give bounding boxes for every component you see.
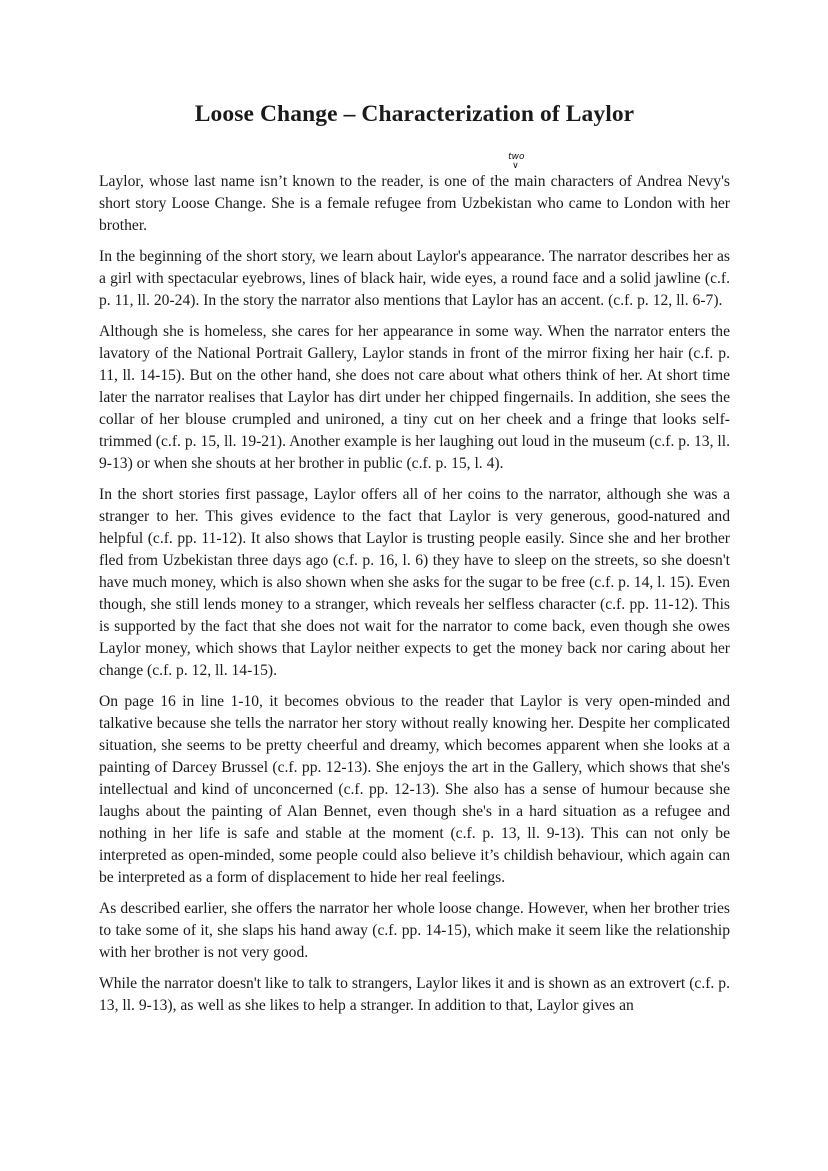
paragraph-6: As described earlier, she offers the narrator her whole loose change. However, when her brother tries to take some of it, she slaps his hand away (c.f. pp. 14-15), which make it seem like the relationship with her brother is not very good. bbox=[99, 900, 730, 961]
paragraph-5: On page 16 in line 1-10, it becomes obvious to the reader that Laylor is very open-minded and talkative because she tells the narrator her story without really knowing her. Despite her complicated situation, she seems to be pretty cheerful and dreamy, which becomes apparent when she looks at a painting of Darcey Brussel (c.f. pp. 12-13). She enjoys the art in the Gallery, which shows that she's intellectual and kind of unconcerned (c.f. pp. 12-13). She also has a sense of humour because she laughs about the painting of Alan Bennet, even though she's in a hard situation as a refugee and nothing in her life is safe and stable at the moment (c.f. p. 13, ll. 9-13). This can not only be interpreted as open-minded, some people could also believe it’s childish behaviour, which again can be interpreted as a form of displacement to hide her real feelings. bbox=[99, 693, 730, 886]
paragraph-1 bbox=[99, 152, 730, 237]
marked-word: the bbox=[490, 173, 510, 190]
paragraph-7: While the narrator doesn't like to talk to strangers, Laylor likes it and is shown as an extrovert (c.f. p. 13, ll. 9-13), as well as she likes to help a stranger. In addition to that, Laylor gives an bbox=[99, 975, 730, 1014]
document-title: Loose Change – Characterization of Laylor bbox=[194, 101, 635, 127]
handwritten-annotation: two bbox=[508, 152, 525, 162]
paragraph-3: Although she is homeless, she cares for her appearance in some way. When the narrator enters the lavatory of the National Portrait Gallery, Laylor stands in front of the mirror fixing her hair (c.f. p. 11, ll. 14-15). But on the other hand, she does not care about what others think of her. At short time later the narrator realises that Laylor has dirt under her chipped fingernails. In addition, she sees the collar of her blouse crumpled and unironed, a tiny cut on her cheek and a fringe that looks self- trimmed (c.f. p. 15, ll. 19-21). Another example is her laughing out loud in the museum (c.f. p. 13, ll. 9-13) or when she shouts at her brother in public (c.f. p. 15, l. 4). bbox=[99, 323, 730, 472]
paragraph-2: In the beginning of the short story, we learn about Laylor's appearance. The narrator describes her as a girl with spectacular eyebrows, lines of black hair, wide eyes, a round face and a solid jawline (c.f. p. 11, ll. 20-24). In the story the narrator also mentions that Laylor has an accent. (c.f. p. 12, ll. 6-7). bbox=[99, 248, 730, 309]
paragraph-1-before: Laylor, whose last name isn’t known to the reader, is one of bbox=[99, 173, 491, 190]
insertion-caret-icon: ∨ bbox=[512, 161, 519, 171]
annotated-word bbox=[490, 152, 525, 193]
paragraph-1-after: main characters of Andrea Nevy's short story Loose Change. She is a female refugee from Uzbekistan who came to London with her brother. bbox=[99, 173, 730, 234]
paragraph-4: In the short stories first passage, Laylor offers all of her coins to the narrator, although she was a stranger to her. This gives evidence to the fact that Laylor is very generous, good-natured and helpful (c.f. pp. 11-12). It also shows that Laylor is trusting people easily. Since she and her brother fled from Uzbekistan three days ago (c.f. p. 16, l. 6) they have to sleep on the streets, so she doesn't have much money, which is also shown when she asks for the sugar to be free (c.f. p. 14, l. 15). Even though, she still lends money to a stranger, which reveals her selfless character (c.f. pp. 11-12). This is supported by the fact that she does not wait for the narrator to come back, even though she owes Laylor money, which shows that Laylor neither expects to get the money back nor caring about her change (c.f. p. 12, ll. 14-15). bbox=[99, 486, 730, 679]
document-body bbox=[99, 152, 730, 1017]
